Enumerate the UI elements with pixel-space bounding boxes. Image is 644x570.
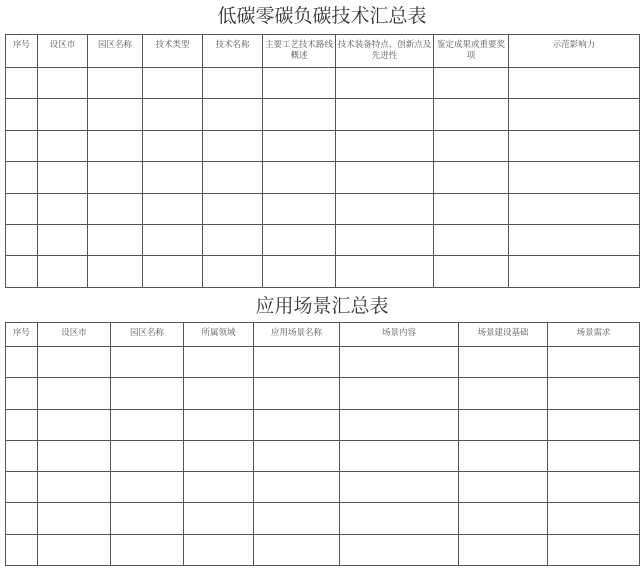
table-cell[interactable] xyxy=(143,68,203,99)
table-cell[interactable] xyxy=(459,534,548,565)
table-cell[interactable] xyxy=(548,347,640,378)
table-cell[interactable] xyxy=(336,68,434,99)
table-cell[interactable] xyxy=(509,130,640,161)
table-row xyxy=(6,472,640,503)
table-cell[interactable] xyxy=(203,256,263,287)
table-cell[interactable] xyxy=(143,193,203,224)
table-cell[interactable] xyxy=(38,440,111,471)
table-cell[interactable] xyxy=(459,472,548,503)
table2-header-row xyxy=(6,323,640,347)
table-cell[interactable] xyxy=(38,256,88,287)
table-cell[interactable] xyxy=(254,503,340,534)
table-cell[interactable] xyxy=(6,99,38,130)
table-cell[interactable] xyxy=(203,130,263,161)
header-scenario-demand: 场景需求 xyxy=(548,323,640,347)
table-cell[interactable] xyxy=(6,162,38,193)
table-cell[interactable] xyxy=(340,378,459,409)
table-cell[interactable] xyxy=(38,347,111,378)
table-cell[interactable] xyxy=(6,130,38,161)
table-cell[interactable] xyxy=(254,409,340,440)
table-cell[interactable] xyxy=(143,130,203,161)
low-carbon-tech-table xyxy=(5,34,640,288)
table-cell[interactable] xyxy=(434,162,509,193)
table-cell[interactable] xyxy=(434,193,509,224)
table-cell[interactable] xyxy=(548,409,640,440)
header-scenario-name: 应用场景名称 xyxy=(254,323,340,347)
table-cell[interactable] xyxy=(38,534,111,565)
table-cell[interactable] xyxy=(263,224,336,255)
table-cell[interactable] xyxy=(6,347,38,378)
table-cell[interactable] xyxy=(263,256,336,287)
table-cell[interactable] xyxy=(254,472,340,503)
table-row xyxy=(6,503,640,534)
table-cell[interactable] xyxy=(459,378,548,409)
table-row xyxy=(6,256,640,287)
table-cell[interactable] xyxy=(88,68,143,99)
table-cell[interactable] xyxy=(340,503,459,534)
table-cell[interactable] xyxy=(263,162,336,193)
table-cell[interactable] xyxy=(509,99,640,130)
table-row xyxy=(6,99,640,130)
table-cell[interactable] xyxy=(6,193,38,224)
table-cell[interactable] xyxy=(111,472,184,503)
header-city: 设区市 xyxy=(38,35,88,68)
table-cell[interactable] xyxy=(434,99,509,130)
table-cell[interactable] xyxy=(336,224,434,255)
table-cell[interactable] xyxy=(263,99,336,130)
table-row xyxy=(6,68,640,99)
table-cell[interactable] xyxy=(111,409,184,440)
header-park-name: 园区名称 xyxy=(88,35,143,68)
table-row xyxy=(6,162,640,193)
application-scenario-table xyxy=(5,322,640,566)
table-cell[interactable] xyxy=(38,162,88,193)
table-cell[interactable] xyxy=(38,130,88,161)
table-cell[interactable] xyxy=(336,256,434,287)
table-row xyxy=(6,347,640,378)
table-cell[interactable] xyxy=(254,378,340,409)
table-cell[interactable] xyxy=(203,224,263,255)
table-cell[interactable] xyxy=(263,68,336,99)
table-cell[interactable] xyxy=(111,503,184,534)
table-cell[interactable] xyxy=(509,162,640,193)
table-cell[interactable] xyxy=(143,162,203,193)
table-cell[interactable] xyxy=(6,68,38,99)
header-city: 设区市 xyxy=(38,323,111,347)
table-cell[interactable] xyxy=(38,409,111,440)
table-cell[interactable] xyxy=(6,409,38,440)
table-cell[interactable] xyxy=(184,347,254,378)
table1-title: 低碳零碳负碳技术汇总表 xyxy=(217,5,427,27)
table-row xyxy=(6,130,640,161)
table-cell[interactable] xyxy=(184,409,254,440)
table-cell[interactable] xyxy=(203,193,263,224)
table-cell[interactable] xyxy=(459,440,548,471)
table-cell[interactable] xyxy=(459,409,548,440)
table-cell[interactable] xyxy=(263,193,336,224)
table-cell[interactable] xyxy=(111,347,184,378)
table-cell[interactable] xyxy=(459,347,548,378)
table-cell[interactable] xyxy=(254,347,340,378)
table-cell[interactable] xyxy=(340,440,459,471)
table2-title: 应用场景汇总表 xyxy=(255,295,389,317)
table-cell[interactable] xyxy=(38,503,111,534)
table-cell[interactable] xyxy=(548,378,640,409)
header-park-name: 园区名称 xyxy=(111,323,184,347)
table-cell[interactable] xyxy=(184,472,254,503)
table-cell[interactable] xyxy=(6,534,38,565)
table-cell[interactable] xyxy=(88,130,143,161)
table-cell[interactable] xyxy=(88,256,143,287)
table-row xyxy=(6,224,640,255)
table-cell[interactable] xyxy=(88,193,143,224)
table-row xyxy=(6,193,640,224)
table-cell[interactable] xyxy=(509,68,640,99)
table-cell[interactable] xyxy=(38,224,88,255)
table-row xyxy=(6,440,640,471)
table-cell[interactable] xyxy=(254,534,340,565)
table-cell[interactable] xyxy=(6,378,38,409)
table-cell[interactable] xyxy=(434,130,509,161)
table-cell[interactable] xyxy=(336,193,434,224)
table-cell[interactable] xyxy=(38,472,111,503)
table-cell[interactable] xyxy=(340,472,459,503)
table-cell[interactable] xyxy=(263,130,336,161)
table-cell[interactable] xyxy=(434,224,509,255)
table-cell[interactable] xyxy=(111,534,184,565)
table-cell[interactable] xyxy=(434,256,509,287)
header-process-route: 主要工艺技术路线概述 xyxy=(263,35,336,68)
header-scenario-content: 场景内容 xyxy=(340,323,459,347)
table-cell[interactable] xyxy=(143,256,203,287)
header-equipment-features: 技术装备特点、创新点及先进性 xyxy=(336,35,434,68)
table-cell[interactable] xyxy=(509,193,640,224)
table-cell[interactable] xyxy=(203,162,263,193)
table-cell[interactable] xyxy=(548,440,640,471)
table-row xyxy=(6,534,640,565)
table-cell[interactable] xyxy=(336,162,434,193)
table-cell[interactable] xyxy=(38,68,88,99)
table-cell[interactable] xyxy=(143,224,203,255)
header-tech-name: 技术名称 xyxy=(203,35,263,68)
table-cell[interactable] xyxy=(184,440,254,471)
table-cell[interactable] xyxy=(6,440,38,471)
table-cell[interactable] xyxy=(203,68,263,99)
table-cell[interactable] xyxy=(6,503,38,534)
table-cell[interactable] xyxy=(509,224,640,255)
header-seq: 序号 xyxy=(6,35,38,68)
table-cell[interactable] xyxy=(548,534,640,565)
table-cell[interactable] xyxy=(88,162,143,193)
table-cell[interactable] xyxy=(111,378,184,409)
table-cell[interactable] xyxy=(111,440,184,471)
table-cell[interactable] xyxy=(6,256,38,287)
table-row xyxy=(6,409,640,440)
table-cell[interactable] xyxy=(38,99,88,130)
table-cell[interactable] xyxy=(6,224,38,255)
table-cell[interactable] xyxy=(203,99,263,130)
header-awards: 鉴定成果或重要奖项 xyxy=(434,35,509,68)
header-demo-influence: 示范影响力 xyxy=(509,35,640,68)
table-cell[interactable] xyxy=(38,378,111,409)
table-row xyxy=(6,378,640,409)
table-cell[interactable] xyxy=(459,503,548,534)
table-cell[interactable] xyxy=(143,99,203,130)
table-cell[interactable] xyxy=(184,503,254,534)
table-cell[interactable] xyxy=(184,378,254,409)
table-cell[interactable] xyxy=(548,503,640,534)
header-seq: 序号 xyxy=(6,323,38,347)
table-cell[interactable] xyxy=(340,534,459,565)
table-cell[interactable] xyxy=(6,472,38,503)
table-cell[interactable] xyxy=(340,347,459,378)
header-construction-basis: 场景建设基础 xyxy=(459,323,548,347)
table-cell[interactable] xyxy=(184,534,254,565)
table-cell[interactable] xyxy=(254,440,340,471)
header-tech-type: 技术类型 xyxy=(143,35,203,68)
table1-header-row xyxy=(6,35,640,68)
table-cell[interactable] xyxy=(336,99,434,130)
table-cell[interactable] xyxy=(38,193,88,224)
table-cell[interactable] xyxy=(509,256,640,287)
table-cell[interactable] xyxy=(340,409,459,440)
header-domain: 所属领域 xyxy=(184,323,254,347)
table-cell[interactable] xyxy=(336,130,434,161)
table-cell[interactable] xyxy=(88,99,143,130)
table-cell[interactable] xyxy=(434,68,509,99)
table-cell[interactable] xyxy=(88,224,143,255)
table-cell[interactable] xyxy=(548,472,640,503)
